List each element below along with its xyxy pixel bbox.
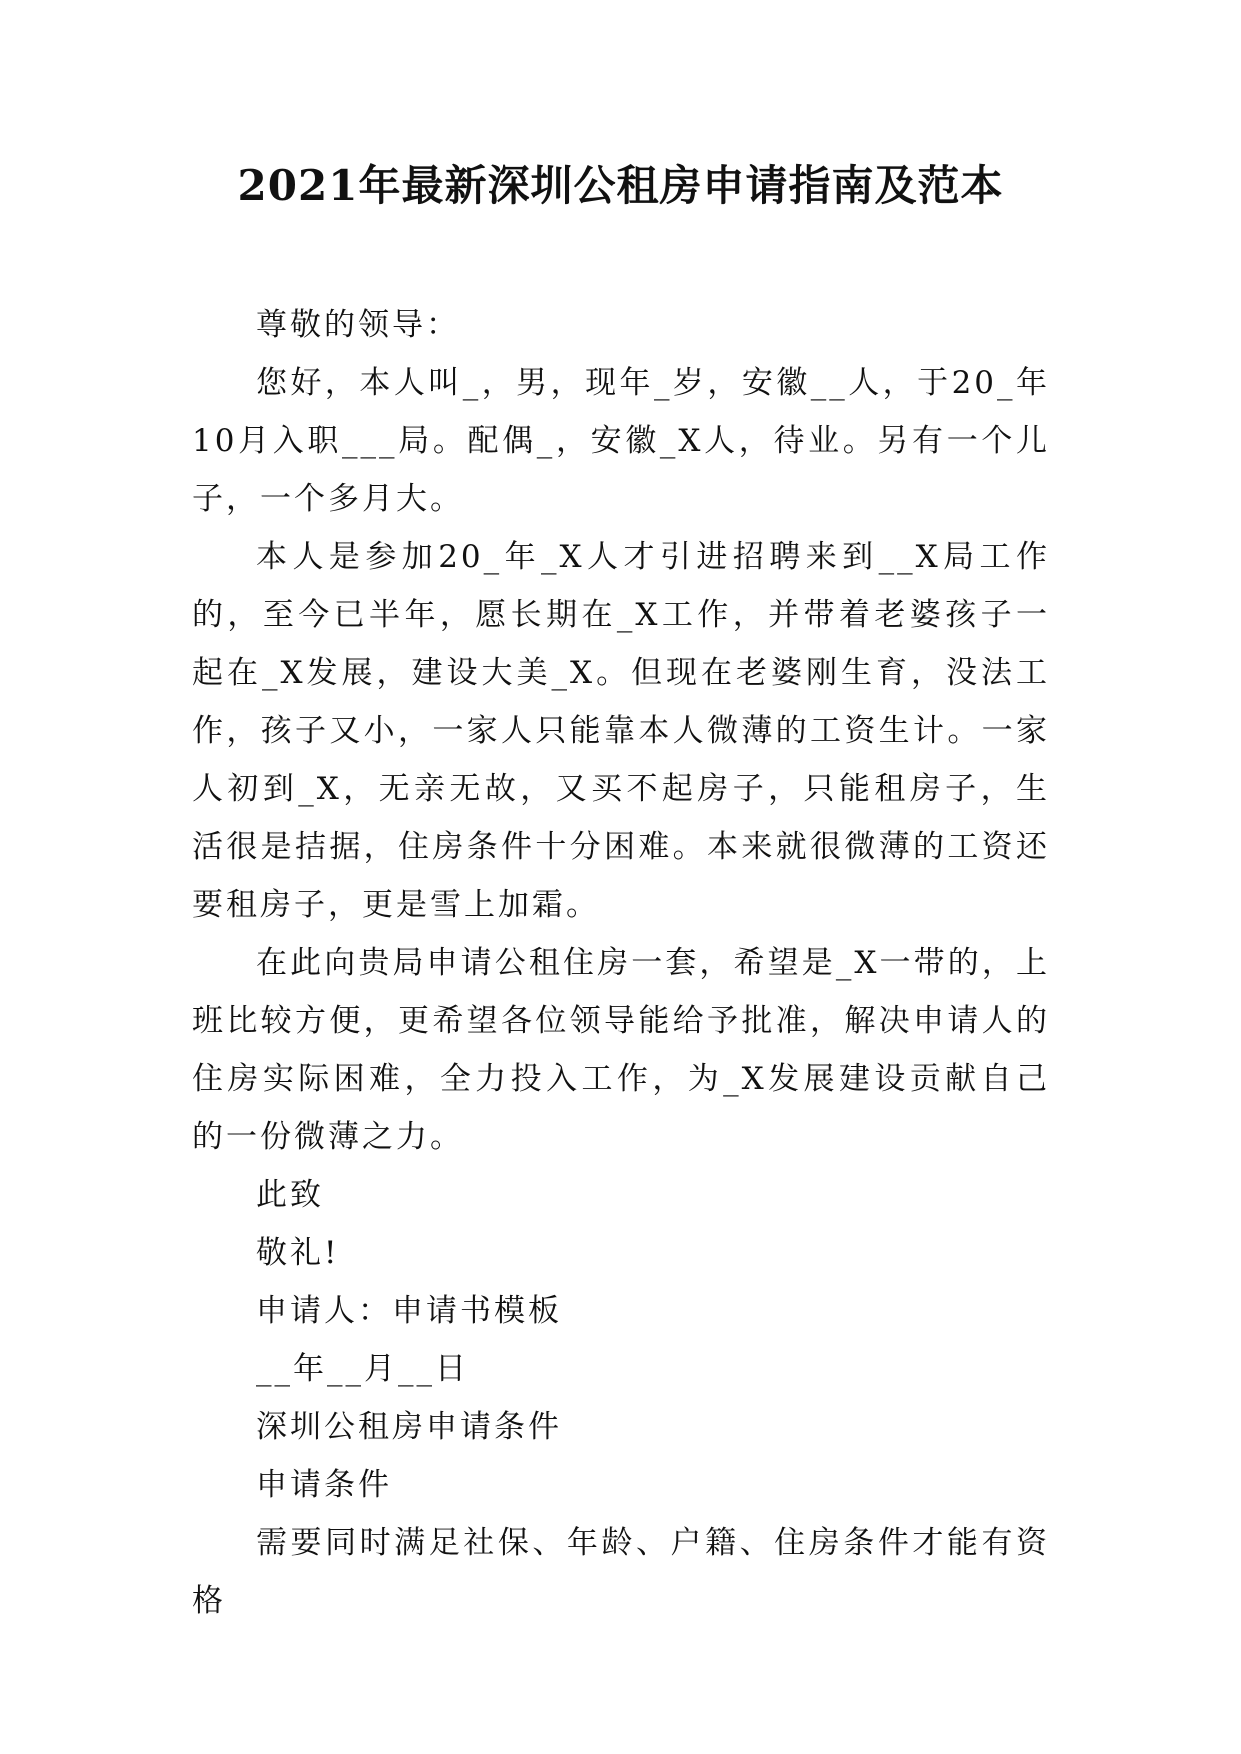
paragraph-situation: 本人是参加20_年_X人才引进招聘来到__X局工作的，至今已半年，愿长期在_X工作，并带着老婆孩子一起在_X发展，建设大美_X。但现在老婆刚生育，没法工作，孩子又小，一家人只能靠本人微薄的工资生计。一家人初到_X，无亲无故，又买不起房子，只能租房子，生活很是拮据，住房条件十分困难。本来就很微薄的工资还要租房子，更是雪上加霜。 — [192, 539, 1050, 923]
salutation: 尊敬的领导： — [256, 307, 460, 343]
subsection-heading: 申请条件 — [256, 1467, 392, 1503]
closing-line-1: 此致 — [256, 1177, 324, 1213]
document-body — [192, 296, 1050, 1630]
paragraph-introduction: 您好，本人叫_，男，现年_岁，安徽__人，于20_年10月入职___局。配偶_，安徽_X人，待业。另有一个儿子，一个多月大。 — [192, 365, 1050, 517]
closing-line-2: 敬礼! — [256, 1235, 340, 1271]
section-heading: 深圳公租房申请条件 — [256, 1409, 562, 1445]
document-title: 2021年最新深圳公租房申请指南及范本 — [237, 161, 1004, 210]
paragraph-conditions: 需要同时满足社保、年龄、户籍、住房条件才能有资格 — [192, 1525, 1050, 1619]
applicant-signature: 申请人：申请书模板 — [256, 1293, 562, 1329]
paragraph-request: 在此向贵局申请公租住房一套，希望是_X一带的，上班比较方便，更希望各位领导能给予批准，解决申请人的住房实际困难，全力投入工作，为_X发展建设贡献自己的一份微薄之力。 — [192, 945, 1050, 1155]
date-line: __年__月__日 — [256, 1351, 469, 1387]
